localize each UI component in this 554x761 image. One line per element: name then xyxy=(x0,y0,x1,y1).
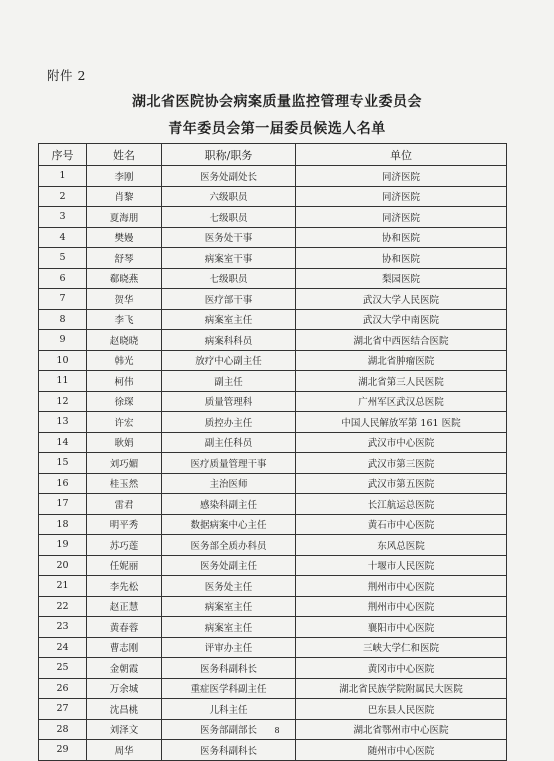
cell-index: 21 xyxy=(39,576,87,597)
cell-unit: 襄阳市中心医院 xyxy=(296,617,507,638)
cell-index: 7 xyxy=(39,289,87,310)
cell-unit: 广州军区武汉总医院 xyxy=(296,391,507,412)
cell-index: 1 xyxy=(39,166,87,187)
table-row xyxy=(39,309,507,330)
cell-name: 李刚 xyxy=(87,166,162,187)
cell-name: 明平秀 xyxy=(87,514,162,535)
table-row xyxy=(39,166,507,187)
cell-title: 七级职员 xyxy=(162,268,296,289)
cell-name: 许宏 xyxy=(87,412,162,433)
table-row xyxy=(39,350,507,371)
header-unit: 单位 xyxy=(296,144,507,166)
cell-name: 韩光 xyxy=(87,350,162,371)
cell-unit: 湖北省第三人民医院 xyxy=(296,371,507,392)
cell-title: 医务科副科长 xyxy=(162,658,296,679)
table-row xyxy=(39,432,507,453)
cell-unit: 同济医院 xyxy=(296,186,507,207)
cell-title: 质控办主任 xyxy=(162,412,296,433)
cell-index: 17 xyxy=(39,494,87,515)
cell-name: 耿娟 xyxy=(87,432,162,453)
cell-title: 感染科副主任 xyxy=(162,494,296,515)
cell-unit: 中国人民解放军第 161 医院 xyxy=(296,412,507,433)
cell-index: 23 xyxy=(39,617,87,638)
cell-index: 20 xyxy=(39,555,87,576)
cell-title: 副主任 xyxy=(162,371,296,392)
cell-index: 19 xyxy=(39,535,87,556)
table-row xyxy=(39,555,507,576)
cell-title: 医疗质量管理干事 xyxy=(162,453,296,474)
cell-name: 徐琛 xyxy=(87,391,162,412)
cell-title: 医务处副处长 xyxy=(162,166,296,187)
cell-title: 医务处副主任 xyxy=(162,555,296,576)
cell-unit: 东风总医院 xyxy=(296,535,507,556)
cell-index: 3 xyxy=(39,207,87,228)
cell-name: 舒琴 xyxy=(87,248,162,269)
cell-unit: 武汉市中心医院 xyxy=(296,432,507,453)
cell-index: 5 xyxy=(39,248,87,269)
cell-index: 8 xyxy=(39,309,87,330)
cell-name: 沈昌桃 xyxy=(87,699,162,720)
cell-index: 22 xyxy=(39,596,87,617)
cell-title: 评审办主任 xyxy=(162,637,296,658)
cell-unit: 黄冈市中心医院 xyxy=(296,658,507,679)
cell-name: 李飞 xyxy=(87,309,162,330)
page-number: 8 xyxy=(274,726,280,735)
table-row xyxy=(39,268,507,289)
cell-unit: 协和医院 xyxy=(296,227,507,248)
table-row xyxy=(39,678,507,699)
cell-name: 苏巧莲 xyxy=(87,535,162,556)
table-row xyxy=(39,494,507,515)
cell-index: 26 xyxy=(39,678,87,699)
cell-name: 肖黎 xyxy=(87,186,162,207)
cell-title: 病案室主任 xyxy=(162,617,296,638)
cell-unit: 武汉市第三医院 xyxy=(296,453,507,474)
document-title-line1: 湖北省医院协会病案质量监控管理专业委员会 xyxy=(132,94,422,110)
table-row xyxy=(39,617,507,638)
cell-title: 七级职员 xyxy=(162,207,296,228)
cell-title: 六级职员 xyxy=(162,186,296,207)
cell-unit: 随州市中心医院 xyxy=(296,740,507,761)
cell-unit: 协和医院 xyxy=(296,248,507,269)
table-row xyxy=(39,473,507,494)
cell-title: 医务处主任 xyxy=(162,576,296,597)
cell-title: 病案科科员 xyxy=(162,330,296,351)
cell-index: 28 xyxy=(39,719,87,740)
table-row xyxy=(39,637,507,658)
cell-title: 重症医学科副主任 xyxy=(162,678,296,699)
cell-name: 夏海朋 xyxy=(87,207,162,228)
cell-unit: 武汉大学中南医院 xyxy=(296,309,507,330)
cell-index: 18 xyxy=(39,514,87,535)
cell-unit: 三峡大学仁和医院 xyxy=(296,637,507,658)
cell-title: 病案室干事 xyxy=(162,248,296,269)
cell-title: 质量管理科 xyxy=(162,391,296,412)
cell-index: 6 xyxy=(39,268,87,289)
cell-unit: 同济医院 xyxy=(296,207,507,228)
cell-index: 29 xyxy=(39,740,87,761)
table-row xyxy=(39,596,507,617)
cell-title: 病案室主任 xyxy=(162,309,296,330)
cell-unit: 十堰市人民医院 xyxy=(296,555,507,576)
cell-name: 周华 xyxy=(87,740,162,761)
table-header-row xyxy=(39,144,507,166)
cell-unit: 湖北省肿瘤医院 xyxy=(296,350,507,371)
cell-index: 27 xyxy=(39,699,87,720)
cell-title: 数据病案中心主任 xyxy=(162,514,296,535)
cell-index: 10 xyxy=(39,350,87,371)
cell-index: 4 xyxy=(39,227,87,248)
header-index: 序号 xyxy=(39,144,87,166)
cell-unit: 黄石市中心医院 xyxy=(296,514,507,535)
table-row xyxy=(39,186,507,207)
table-row xyxy=(39,330,507,351)
candidate-table xyxy=(38,143,507,761)
cell-name: 赵晓晓 xyxy=(87,330,162,351)
table-row xyxy=(39,412,507,433)
cell-name: 柯伟 xyxy=(87,371,162,392)
cell-unit: 梨园医院 xyxy=(296,268,507,289)
table-body xyxy=(39,166,507,761)
cell-title: 医疗部干事 xyxy=(162,289,296,310)
cell-unit: 武汉大学人民医院 xyxy=(296,289,507,310)
cell-name: 黄春蓉 xyxy=(87,617,162,638)
cell-name: 桂玉然 xyxy=(87,473,162,494)
cell-index: 14 xyxy=(39,432,87,453)
table-row xyxy=(39,535,507,556)
table-row xyxy=(39,207,507,228)
cell-name: 万余城 xyxy=(87,678,162,699)
cell-name: 刘泽文 xyxy=(87,719,162,740)
cell-name: 雷君 xyxy=(87,494,162,515)
cell-title: 医务部全质办科员 xyxy=(162,535,296,556)
cell-index: 13 xyxy=(39,412,87,433)
table-row xyxy=(39,576,507,597)
table-row xyxy=(39,371,507,392)
header-title: 职称/职务 xyxy=(162,144,296,166)
cell-unit: 湖北省民族学院附属民大医院 xyxy=(296,678,507,699)
cell-title: 儿科主任 xyxy=(162,699,296,720)
table-row xyxy=(39,740,507,761)
cell-index: 2 xyxy=(39,186,87,207)
cell-title: 放疗中心副主任 xyxy=(162,350,296,371)
cell-index: 25 xyxy=(39,658,87,679)
cell-title: 副主任科员 xyxy=(162,432,296,453)
cell-unit: 荆州市中心医院 xyxy=(296,596,507,617)
table-row xyxy=(39,658,507,679)
table-row xyxy=(39,391,507,412)
cell-index: 12 xyxy=(39,391,87,412)
table-row xyxy=(39,453,507,474)
cell-title: 医务科副科长 xyxy=(162,740,296,761)
cell-index: 16 xyxy=(39,473,87,494)
cell-index: 15 xyxy=(39,453,87,474)
cell-name: 曹志刚 xyxy=(87,637,162,658)
cell-unit: 湖北省中西医结合医院 xyxy=(296,330,507,351)
cell-index: 9 xyxy=(39,330,87,351)
attachment-label: 附件 2 xyxy=(47,68,86,83)
cell-unit: 湖北省鄂州市中心医院 xyxy=(296,719,507,740)
table-row xyxy=(39,289,507,310)
cell-unit: 同济医院 xyxy=(296,166,507,187)
cell-title: 主治医师 xyxy=(162,473,296,494)
cell-unit: 武汉市第五医院 xyxy=(296,473,507,494)
cell-title: 医务部副部长 xyxy=(162,719,296,740)
table-row xyxy=(39,699,507,720)
cell-name: 李先松 xyxy=(87,576,162,597)
header-name: 姓名 xyxy=(87,144,162,166)
table-row xyxy=(39,227,507,248)
cell-name: 郗晓燕 xyxy=(87,268,162,289)
cell-name: 赵正慧 xyxy=(87,596,162,617)
cell-index: 11 xyxy=(39,371,87,392)
table-row xyxy=(39,514,507,535)
cell-index: 24 xyxy=(39,637,87,658)
table-row xyxy=(39,248,507,269)
cell-unit: 巴东县人民医院 xyxy=(296,699,507,720)
cell-unit: 荆州市中心医院 xyxy=(296,576,507,597)
cell-name: 贺华 xyxy=(87,289,162,310)
cell-name: 樊嫚 xyxy=(87,227,162,248)
cell-name: 刘巧媚 xyxy=(87,453,162,474)
cell-name: 任妮丽 xyxy=(87,555,162,576)
cell-title: 医务处干事 xyxy=(162,227,296,248)
cell-name: 金朝霞 xyxy=(87,658,162,679)
cell-unit: 长江航运总医院 xyxy=(296,494,507,515)
document-title-line2: 青年委员会第一届委员候选人名单 xyxy=(168,121,386,137)
cell-title: 病案室主任 xyxy=(162,596,296,617)
